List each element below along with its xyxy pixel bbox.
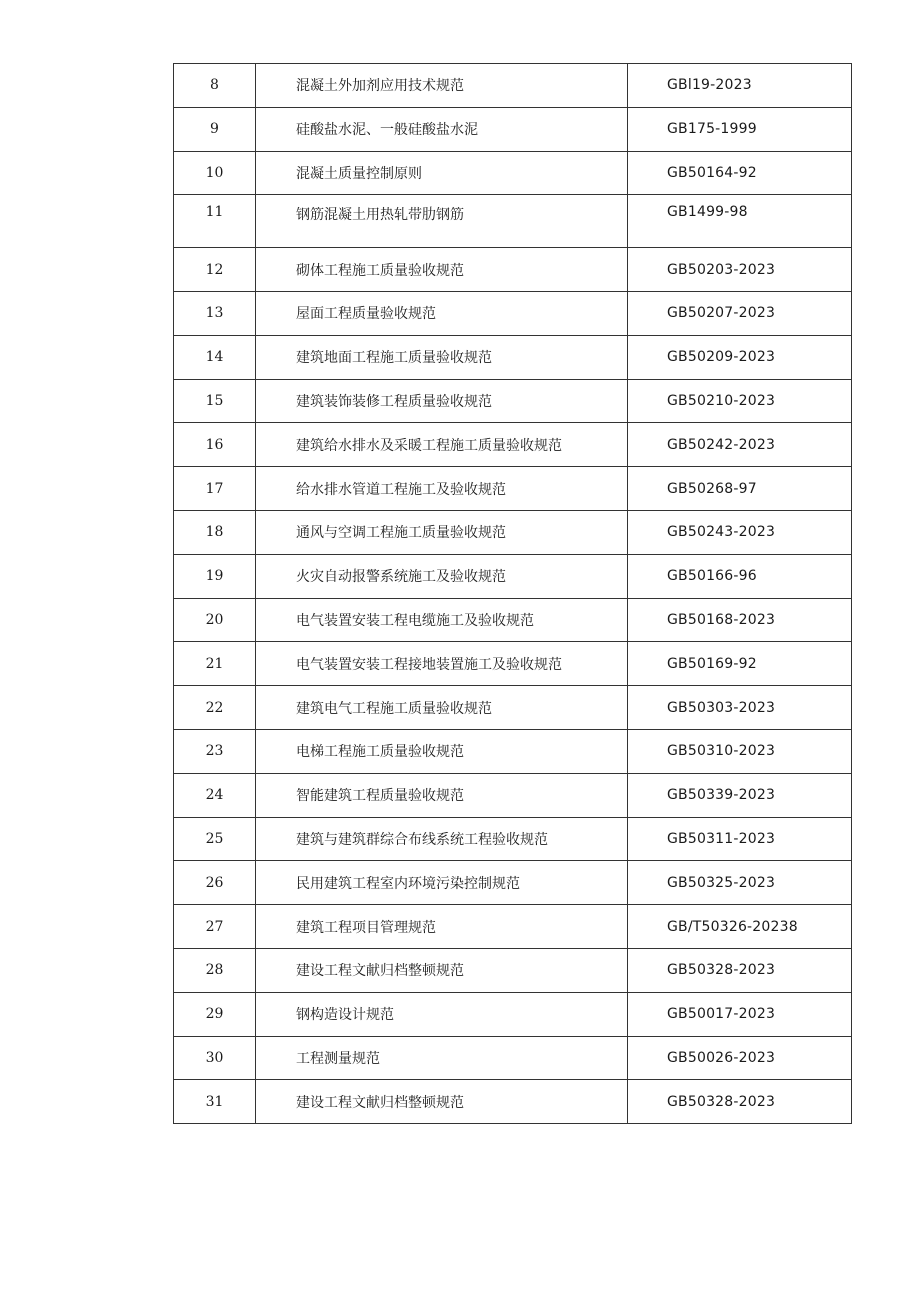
row-number-cell: 14 xyxy=(174,335,256,379)
row-number-cell: 18 xyxy=(174,510,256,554)
row-number-cell: 11 xyxy=(174,195,256,248)
table-row xyxy=(174,948,852,992)
table-row xyxy=(174,992,852,1036)
standard-code-cell: GBl19-2023 xyxy=(628,64,852,108)
standards-table-body xyxy=(174,64,852,1124)
row-number-cell: 12 xyxy=(174,248,256,292)
standard-code-cell: GB50243-2023 xyxy=(628,510,852,554)
standard-code-cell: GB50168-2023 xyxy=(628,598,852,642)
table-row xyxy=(174,510,852,554)
table-row xyxy=(174,64,852,108)
row-number-cell: 21 xyxy=(174,642,256,686)
standard-code-cell: GB50166-96 xyxy=(628,554,852,598)
standard-name-cell: 建筑电气工程施工质量验收规范 xyxy=(256,686,628,730)
standard-name-cell: 电梯工程施工质量验收规范 xyxy=(256,729,628,773)
standard-code-cell: GB50026-2023 xyxy=(628,1036,852,1080)
row-number-cell: 10 xyxy=(174,151,256,195)
standard-code-cell: GB50169-92 xyxy=(628,642,852,686)
row-number-cell: 13 xyxy=(174,291,256,335)
standard-code-cell: GB50210-2023 xyxy=(628,379,852,423)
row-number-cell: 25 xyxy=(174,817,256,861)
standard-name-cell: 民用建筑工程室内环境污染控制规范 xyxy=(256,861,628,905)
table-row xyxy=(174,151,852,195)
row-number-cell: 30 xyxy=(174,1036,256,1080)
standard-name-cell: 通风与空调工程施工质量验收规范 xyxy=(256,510,628,554)
standard-code-cell: GB50303-2023 xyxy=(628,686,852,730)
table-row xyxy=(174,905,852,949)
table-row xyxy=(174,423,852,467)
standard-code-cell: GB50268-97 xyxy=(628,467,852,511)
standards-table xyxy=(173,63,852,1124)
standard-name-cell: 给水排水管道工程施工及验收规范 xyxy=(256,467,628,511)
table-row xyxy=(174,1036,852,1080)
standard-code-cell: GB50242-2023 xyxy=(628,423,852,467)
standard-name-cell: 工程测量规范 xyxy=(256,1036,628,1080)
standard-name-cell: 钢构造设计规范 xyxy=(256,992,628,1036)
standard-code-cell: GB50164-92 xyxy=(628,151,852,195)
row-number-cell: 29 xyxy=(174,992,256,1036)
standard-name-cell: 屋面工程质量验收规范 xyxy=(256,291,628,335)
table-row xyxy=(174,1080,852,1124)
standard-name-cell: 智能建筑工程质量验收规范 xyxy=(256,773,628,817)
row-number-cell: 16 xyxy=(174,423,256,467)
standard-name-cell: 建设工程文献归档整顿规范 xyxy=(256,1080,628,1124)
standard-code-cell: GB50017-2023 xyxy=(628,992,852,1036)
standard-code-cell: GB50209-2023 xyxy=(628,335,852,379)
row-number-cell: 31 xyxy=(174,1080,256,1124)
standard-code-cell: GB175-1999 xyxy=(628,107,852,151)
standard-code-cell: GB50311-2023 xyxy=(628,817,852,861)
table-row xyxy=(174,195,852,248)
row-number-cell: 27 xyxy=(174,905,256,949)
row-number-cell: 8 xyxy=(174,64,256,108)
row-number-cell: 15 xyxy=(174,379,256,423)
row-number-cell: 26 xyxy=(174,861,256,905)
table-row xyxy=(174,598,852,642)
table-row xyxy=(174,554,852,598)
standard-name-cell: 建筑与建筑群综合布线系统工程验收规范 xyxy=(256,817,628,861)
standard-name-cell: 建设工程文献归档整顿规范 xyxy=(256,948,628,992)
standard-code-cell: GB50328-2023 xyxy=(628,1080,852,1124)
row-number-cell: 17 xyxy=(174,467,256,511)
row-number-cell: 22 xyxy=(174,686,256,730)
table-row xyxy=(174,291,852,335)
table-row xyxy=(174,686,852,730)
standard-name-cell: 电气装置安装工程电缆施工及验收规范 xyxy=(256,598,628,642)
table-row xyxy=(174,773,852,817)
row-number-cell: 20 xyxy=(174,598,256,642)
table-row xyxy=(174,107,852,151)
table-row xyxy=(174,248,852,292)
table-row xyxy=(174,335,852,379)
standard-code-cell: GB50328-2023 xyxy=(628,948,852,992)
standard-name-cell: 钢筋混凝土用热轧带肋钢筋 xyxy=(256,195,628,248)
standard-name-cell: 建筑给水排水及采暖工程施工质量验收规范 xyxy=(256,423,628,467)
table-row xyxy=(174,861,852,905)
standard-name-cell: 建筑工程项目管理规范 xyxy=(256,905,628,949)
row-number-cell: 9 xyxy=(174,107,256,151)
row-number-cell: 24 xyxy=(174,773,256,817)
standard-code-cell: GB/T50326-20238 xyxy=(628,905,852,949)
table-row xyxy=(174,379,852,423)
table-row xyxy=(174,729,852,773)
row-number-cell: 19 xyxy=(174,554,256,598)
standard-name-cell: 火灾自动报警系统施工及验收规范 xyxy=(256,554,628,598)
standard-name-cell: 砌体工程施工质量验收规范 xyxy=(256,248,628,292)
standard-name-cell: 混凝土质量控制原则 xyxy=(256,151,628,195)
standard-name-cell: 建筑装饰装修工程质量验收规范 xyxy=(256,379,628,423)
standard-name-cell: 建筑地面工程施工质量验收规范 xyxy=(256,335,628,379)
standard-code-cell: GB50339-2023 xyxy=(628,773,852,817)
standard-name-cell: 硅酸盐水泥、一般硅酸盐水泥 xyxy=(256,107,628,151)
standard-code-cell: GB50203-2023 xyxy=(628,248,852,292)
table-row xyxy=(174,642,852,686)
standard-code-cell: GB50310-2023 xyxy=(628,729,852,773)
standard-name-cell: 混凝土外加剂应用技术规范 xyxy=(256,64,628,108)
standard-name-cell: 电气装置安装工程接地装置施工及验收规范 xyxy=(256,642,628,686)
standard-code-cell: GB50207-2023 xyxy=(628,291,852,335)
standard-code-cell: GB1499-98 xyxy=(628,195,852,248)
table-row xyxy=(174,467,852,511)
table-row xyxy=(174,817,852,861)
row-number-cell: 28 xyxy=(174,948,256,992)
standard-code-cell: GB50325-2023 xyxy=(628,861,852,905)
row-number-cell: 23 xyxy=(174,729,256,773)
